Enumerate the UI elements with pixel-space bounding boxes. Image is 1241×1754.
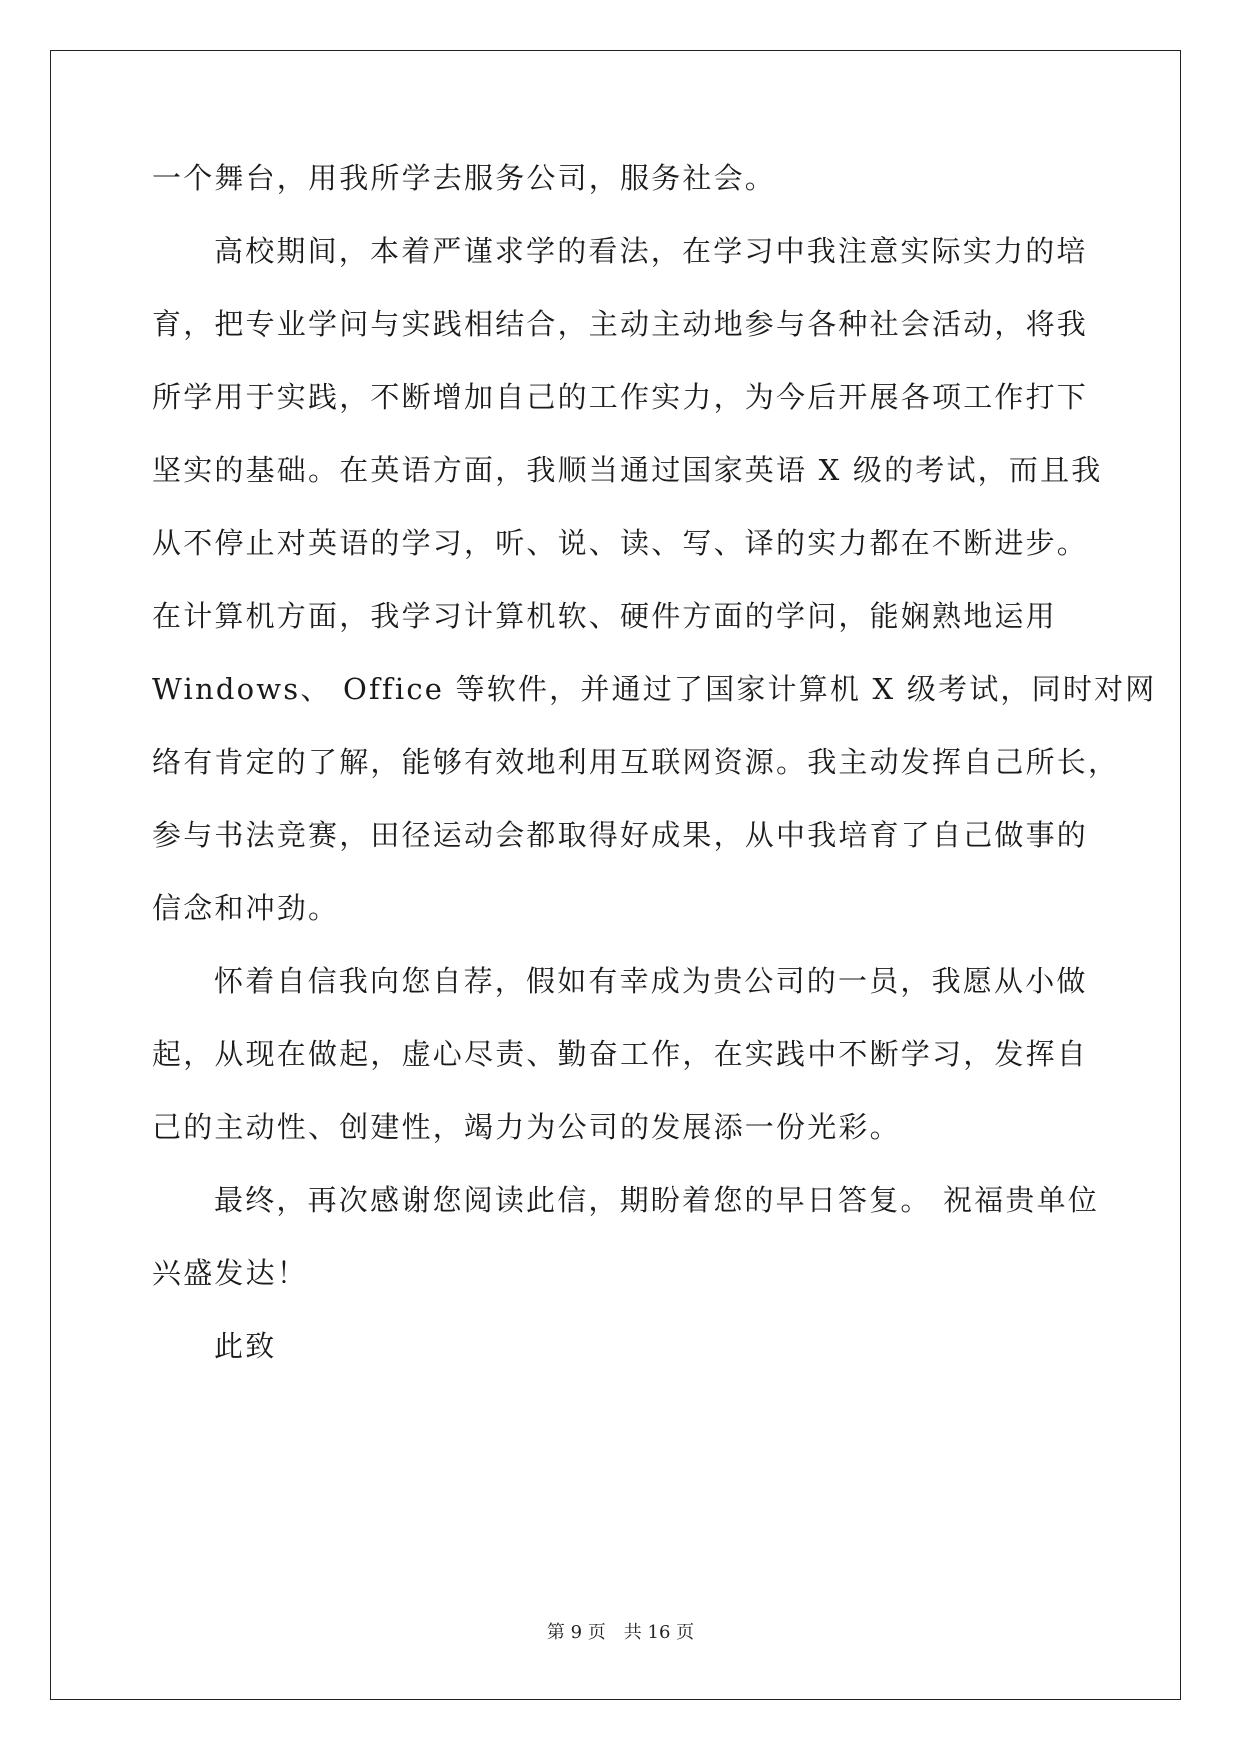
text-line: 怀着自信我向您自荐，假如有幸成为贵公司的一员，我愿从小做: [214, 964, 1088, 998]
text-line: 坚实的基础。在英语方面，我顺当通过国家英语 X 级的考试，而且我: [152, 453, 1103, 487]
text-line: 此致: [214, 1329, 277, 1363]
text-line: 兴盛发达！: [152, 1256, 309, 1290]
page-number: 第 9 页 共 16 页: [546, 1622, 695, 1643]
text-line: 一个舞台，用我所学去服务公司，服务社会。: [152, 161, 777, 195]
text-line: 育，把专业学问与实践相结合，主动主动地参与各种社会活动，将我: [152, 307, 1089, 341]
text-line: 络有肯定的了解，能够有效地利用互联网资源。我主动发挥自己所长，: [152, 745, 1120, 779]
text-line: 从不停止对英语的学习，听、说、读、写、译的实力都在不断进步。: [152, 526, 1089, 560]
text-line: 高校期间，本着严谨求学的看法，在学习中我注意实际实力的培: [214, 234, 1088, 268]
text-line: 起，从现在做起，虚心尽责、勤奋工作，在实践中不断学习，发挥自: [152, 1037, 1089, 1071]
text-line: 在计算机方面，我学习计算机软、硬件方面的学问，能娴熟地运用: [152, 599, 1057, 633]
text-line: Windows、 Office 等软件，并通过了国家计算机 X 级考试，同时对网: [152, 672, 1157, 706]
text-line: 参与书法竞赛，田径运动会都取得好成果，从中我培育了自己做事的: [152, 818, 1089, 852]
text-line: 所学用于实践，不断增加自己的工作实力，为今后开展各项工作打下: [152, 380, 1089, 414]
text-line: 信念和冲劲。: [152, 891, 340, 925]
text-line: 己的主动性、创建性，竭力为公司的发展添一份光彩。: [152, 1110, 901, 1144]
page-border: [50, 50, 1181, 1700]
text-line: 最终，再次感谢您阅读此信，期盼着您的早日答复。 祝福贵单位: [214, 1183, 1100, 1217]
